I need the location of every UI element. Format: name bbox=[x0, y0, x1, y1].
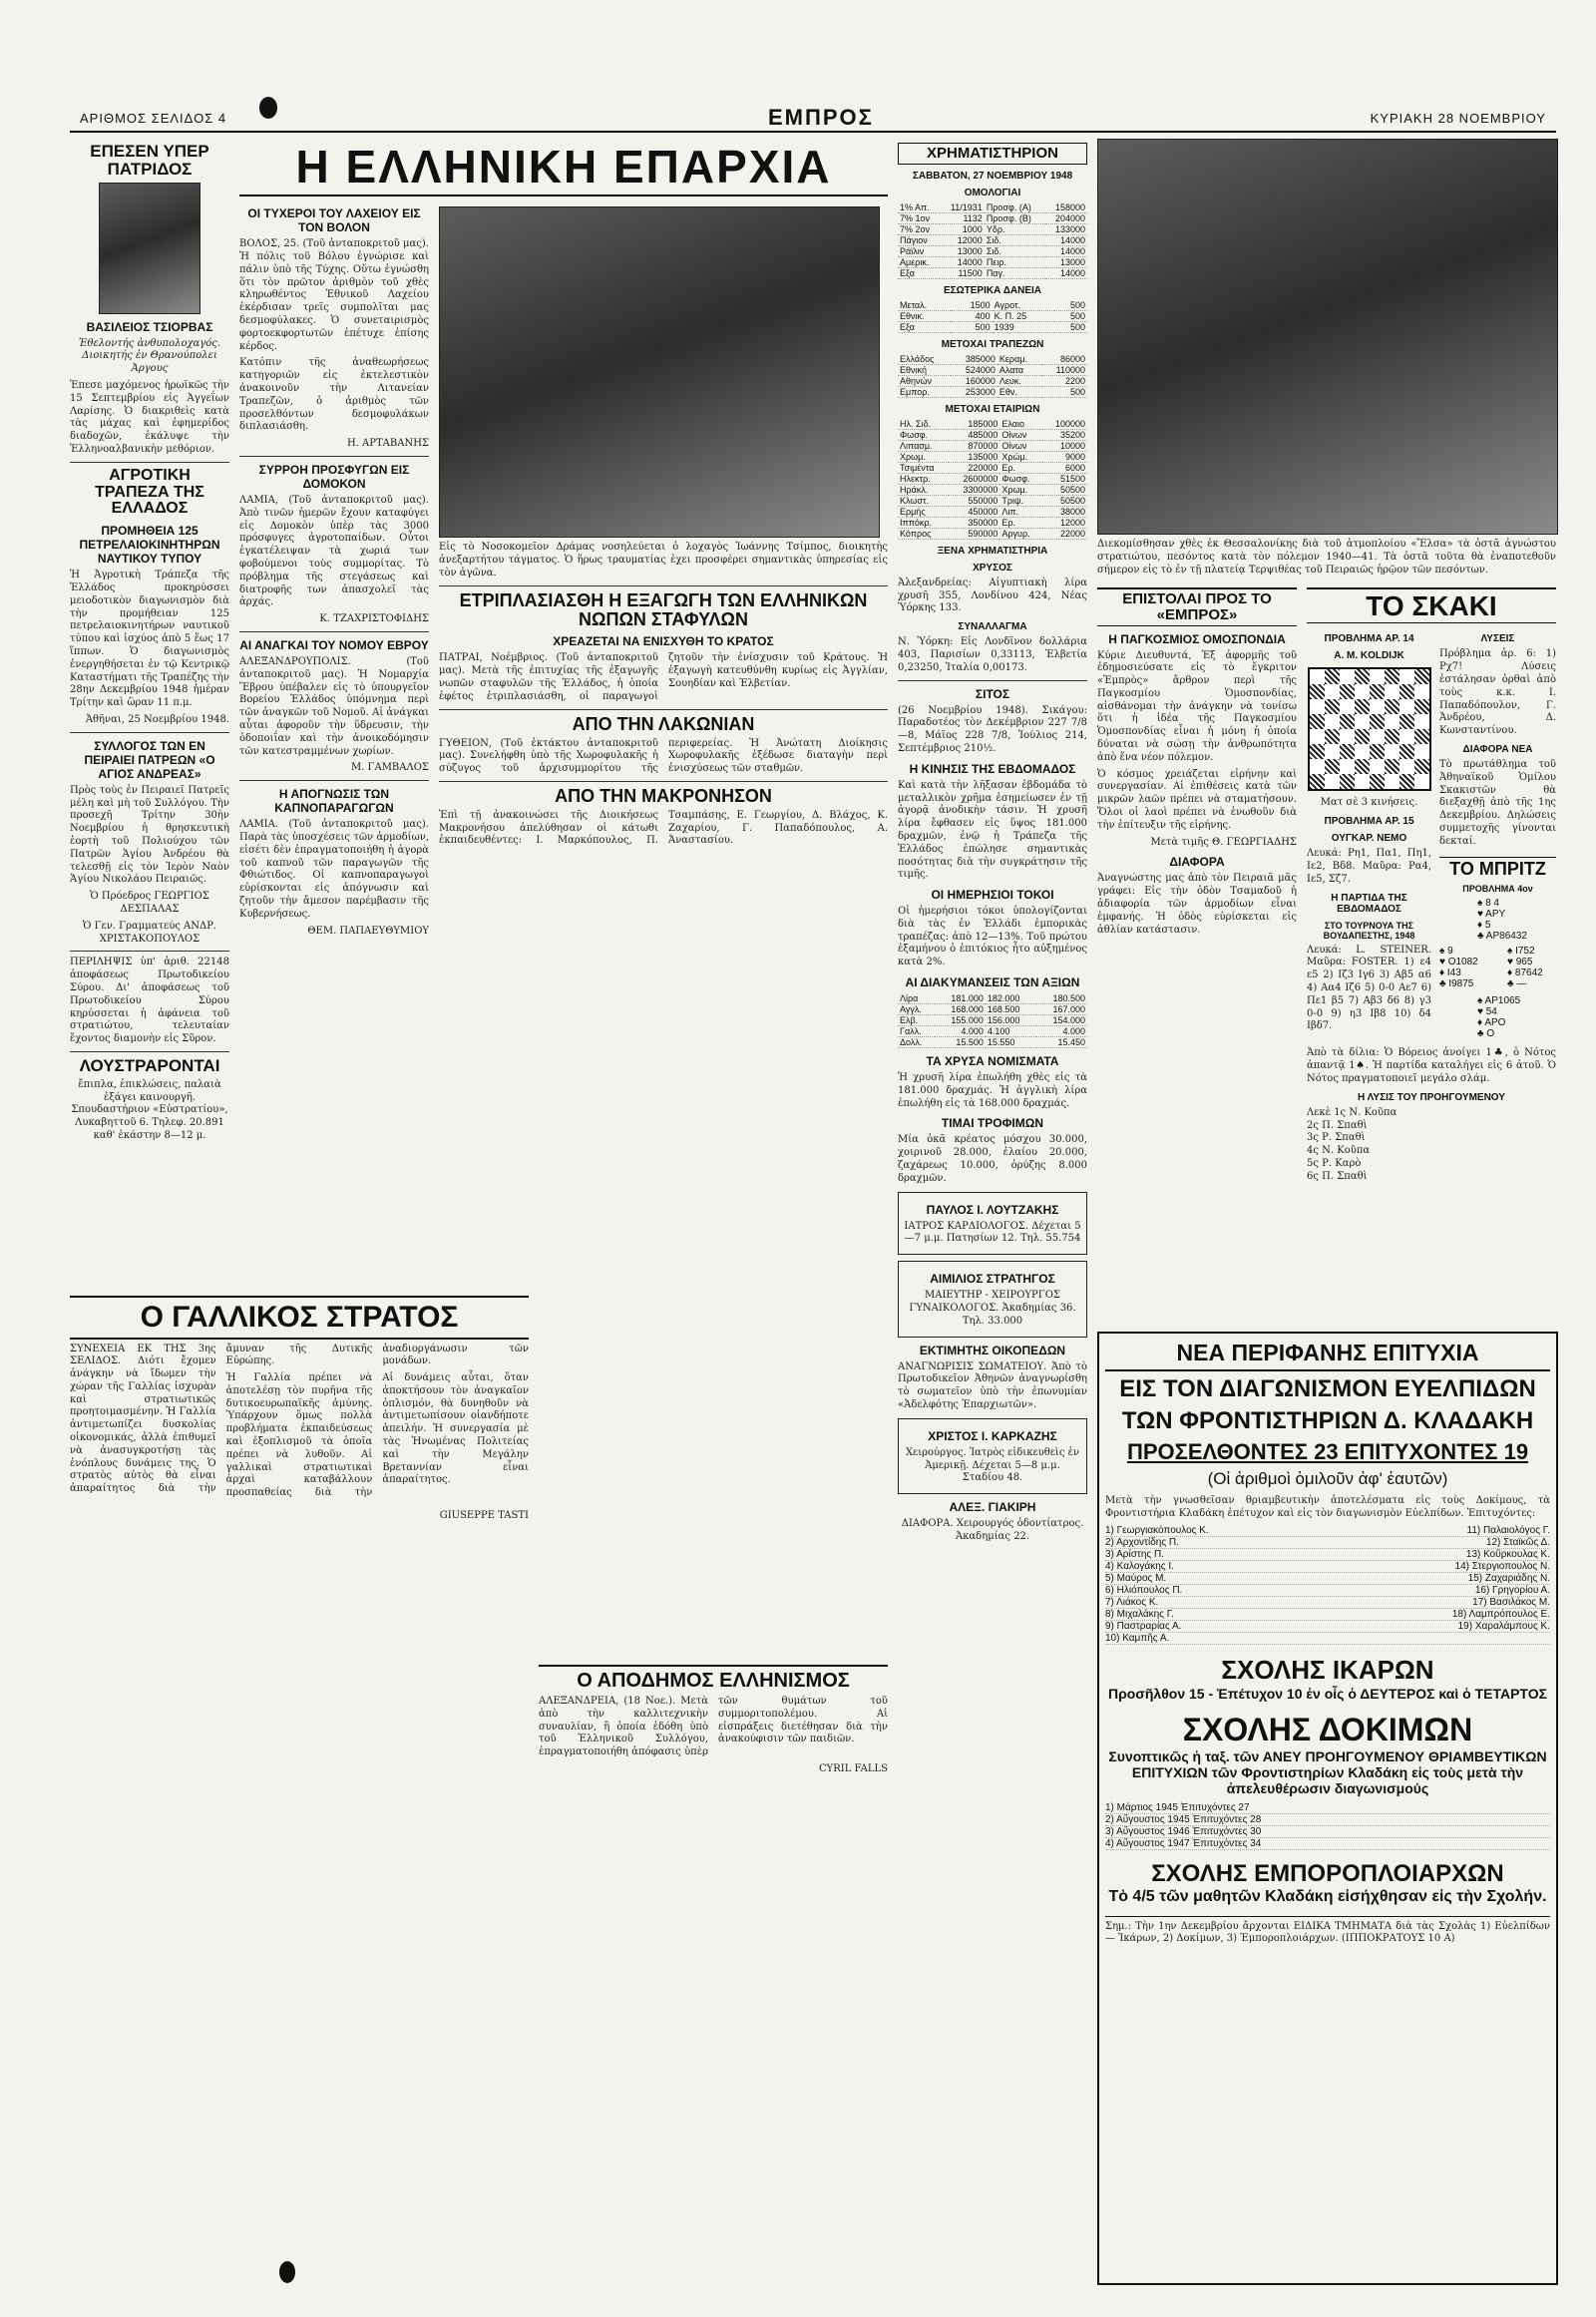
chess-problem-2-moves: Λευκά: Ρη1, Πα1, Πη1, Ιε2, Βδ8. Μαῦρα: Ρα4, Ιε5, Σζ7. bbox=[1307, 848, 1431, 885]
hospital-photo bbox=[439, 206, 880, 538]
chess-square bbox=[1370, 744, 1385, 759]
dentist-ad-name: ΑΛΕΞ. ΓΙΑΚΙΡΗ bbox=[949, 1500, 1036, 1515]
chess-square bbox=[1340, 669, 1355, 684]
misc-text: Ἀναγνώστης μας ἀπὸ τὸν Πειραιᾶ μᾶς γράφει: Εἰς τὴν ὁδὸν Τσαμαδοῦ ἡ ἀδιαφορία τῶν ἁρμοδίων εἶναι ἐμφανής. Ἡ ὁδὸς εὑρίσκεται εἰς ἀθλίαν κατάστασιν. bbox=[1097, 873, 1297, 936]
chess-square bbox=[1414, 669, 1429, 684]
column-2-province bbox=[239, 139, 888, 1286]
chess-board bbox=[1308, 667, 1431, 791]
candidate-row: 1) Γεωργιακόπουλος Κ. 11) Παλαιολόγος Γ. bbox=[1105, 1524, 1550, 1536]
masthead bbox=[70, 105, 1556, 133]
company-share-row: Κόπρος 590000 Αργυρ. 22000 bbox=[900, 528, 1085, 539]
chess-square bbox=[1370, 759, 1385, 774]
chess-solutions-head: ΛΥΣΕΙΣ bbox=[1480, 633, 1515, 645]
dokimon-text: Συνοπτικῶς ἡ ταξ. τῶν ΑΝΕΥ ΠΡΟΗΓΟΥΜΕΝΟΥ ΘΡΙΑΜΒΕΥΤΙΚΩΝ ΕΠΙΤΥΧΙΩΝ τῶν Φροντιστηρίων Κλαδάκη εἰς τοὺς μετὰ τὴν ἀπελευθέρωσιν διαγωνισμούς bbox=[1108, 1747, 1547, 1796]
chess-square bbox=[1399, 699, 1414, 714]
ikaron-line: Προσῆλθον 15 - Ἐπέτυχον 10 ἐν οἷς ὁ ΔΕΥΤΕΡΟΣ καὶ ὁ ΤΕΤΑΡΤΟΣ bbox=[1107, 1685, 1548, 1702]
chess-square bbox=[1355, 744, 1370, 759]
fallen-soldier-headline: ΕΠΕΣΕΝ ΥΠΕΡ ΠΑΤΡΙΔΟΣ bbox=[90, 142, 209, 179]
bridge-card-line: ♠ Ι752 bbox=[1507, 946, 1535, 958]
newspaper-title: ΕΜΠΡΟΣ bbox=[768, 105, 874, 130]
chess-square bbox=[1325, 744, 1340, 759]
chess-square bbox=[1414, 699, 1429, 714]
chess-square bbox=[1310, 774, 1325, 789]
bridge-title: ΤΟ ΜΠΡΙΤΖ bbox=[1439, 857, 1556, 879]
weekly-heading: Η ΚΙΝΗΣΙΣ ΤΗΣ ΕΒΔΟΜΑΔΟΣ bbox=[909, 761, 1076, 776]
bridge-solution-head: Η ΛΥΣΙΣ ΤΟΥ ΠΡΟΗΓΟΥΜΕΝΟΥ bbox=[1358, 1091, 1505, 1103]
company-share-row: Ερμής 450000 Λιπ. 38000 bbox=[900, 506, 1085, 517]
doctor-ad-3-name: ΧΡΙΣΤΟΣ Ι. ΚΑΡΚΑΖΗΣ bbox=[928, 1428, 1057, 1443]
stock-market-column bbox=[898, 139, 1087, 2283]
refugees-text: ΛΑΜΙΑ, (Τοῦ ἀνταποκριτοῦ μας). Ἀπὸ τινῶν ἡμερῶν ἔχουν καταφύγει εἰς Δομοκὸν ὑπὲρ τὰς 3000 πρόσφυγες ἀγροτοπαίδων. Οὗτοι ἐγκατέλειψαν τὰ χωριά των φοβούμενοι τοὺς συμμορίτας. Τὸ πρόβλημα τῆς στεγάσεως καὶ διατροφῆς των ἀπασχολεῖ τὰς ἀρχάς. bbox=[239, 495, 429, 608]
loan-row: Εθνικ. 400 Κ. Π. 25 500 bbox=[900, 310, 1085, 321]
bridge-solution-line: 6ς Π. Σπαθὶ bbox=[1307, 1170, 1368, 1182]
daily-interest-heading: ΟΙ ΗΜΕΡΗΣΙΟΙ ΤΟΚΟΙ bbox=[931, 888, 1054, 903]
letters-subhead: Η ΠΑΓΚΟΣΜΙΟΣ ΟΜΟΣΠΟΝΔΙΑ bbox=[1108, 631, 1286, 646]
chess-square bbox=[1325, 759, 1340, 774]
loan-row: Μεταλ. 1500 Αγροτ. 500 bbox=[900, 299, 1085, 310]
candidate-row: 8) Μιχαλάκης Γ. 18) Λαμπρόπουλος Ε. bbox=[1105, 1608, 1550, 1620]
rates-table bbox=[898, 993, 1087, 1048]
chess-square bbox=[1355, 684, 1370, 699]
bank-subhead: ΠΡΟΜΗΘΕΙΑ 125 ΠΕΤΡΕΛΑΙΟΚΙΝΗΤΗΡΩΝ ΝΑΥΤΙΚΟΥ ΤΥΠΟΥ bbox=[79, 524, 220, 567]
lottery-text-2: Κατόπιν τῆς ἀναθεωρήσεως κατηγοριῶν εἰς ἐκτελεστικὸν ἀνακοινοῦν τὴν Λιτανείαν Τραπεζῶν, ὁ ἀριθμὸς τῶν προσελθόντων δεσμοφυλάκων διπλασιάσθη. bbox=[239, 357, 429, 433]
bridge-card-line: ♥ ΑΡΥ bbox=[1477, 909, 1506, 921]
ad-line-5: (Οἱ ἀριθμοὶ ὁμιλοῦν ἀφ' ἑαυτῶν) bbox=[1207, 1469, 1448, 1488]
rate-row: Ελβ. 155.000 156.000 154.000 bbox=[900, 1015, 1085, 1026]
ikaron-head: ΣΧΟΛΗΣ ΙΚΑΡΩΝ bbox=[1221, 1654, 1434, 1685]
soldier-name: ΒΑΣΙΛΕΙΟΣ ΤΣΙΟΡΒΑΣ bbox=[86, 319, 213, 334]
chess-square bbox=[1385, 744, 1399, 759]
weekly-text: Καὶ κατὰ τὴν λῆξασαν ἑβδομάδα τὸ μεταλλικὸν χρῆμα ἐσημείωσεν ἐν τῇ ἀγορᾷ ἀνοδικὴν τάσιν. Ἡ χρυσῆ λίρα ἔφθασεν εἰς ὕψος 181.000 δραχμῶν, ἐνῷ ἡ Τράπεζα τῆς Ἑλλάδος ἐπώλησε σημαντικὰς ποσότητας διὰ τὴν συγκράτησιν τῆς τιμῆς. bbox=[898, 779, 1087, 881]
chess-square bbox=[1355, 699, 1370, 714]
chess-game-head: Η ΠΑΡΤΙΔΑ ΤΗΣ ΕΒΔΟΜΑΔΟΣ bbox=[1331, 892, 1407, 915]
bank-share-row: Εμπορ. 253000 Εθν. 500 bbox=[900, 386, 1085, 397]
gold-coins-text: Ἡ χρυσῆ λίρα ἐπωλήθη χθὲς εἰς τὰ 181.000 δραχμάς. Ἡ ἀγγλικὴ λίρα ἐπωλήθη εἰς τὰ 168.000 δραχμάς. bbox=[898, 1072, 1087, 1109]
dentist-ad-text: ΔΙΑΦΟΡΑ. Χειρουργός ὀδοντίατρος. Ἀκαδημίας 22. bbox=[901, 1518, 1084, 1543]
chess-square bbox=[1385, 714, 1399, 729]
ad-line-3: ΤΩΝ ΦΡΟΝΤΙΣΤΗΡΙΩΝ Δ. ΚΛΑΔΑΚΗ bbox=[1121, 1407, 1534, 1434]
upholstery-ad-text: ἔπιπλα, ἐπικλώσεις, παλαιὰ ἐξάγει καινουργῆ. Σπουδαστήριον «Εὐστρατίου», Λυκαβηττοῦ 6. Τηλεφ. 20.891 καθ' ἑκάστην 8—12 μ. bbox=[71, 1078, 228, 1141]
bridge-solution-line: 4ς Ν. Κοῦπα bbox=[1307, 1145, 1371, 1157]
letters-sign: Μετὰ τιμῆς Θ. ΓΕΩΡΓΙΑΔΗΣ bbox=[1150, 836, 1297, 848]
bridge-card-line: ♣ Ι9875 bbox=[1439, 978, 1474, 990]
chess-square bbox=[1370, 729, 1385, 744]
candidate-row: 6) Ηλιόπουλος Π. 16) Γρηγορίου Α. bbox=[1105, 1584, 1550, 1596]
company-share-row: Ηλεκτρ. 2600000 Φωσφ. 51500 bbox=[900, 473, 1085, 484]
association-text: Πρὸς τοὺς ἐν Πειραιεῖ Πατρεῖς μέλη καὶ μὴ τοῦ Συλλόγου. Τὴν προσεχῆ Τρίτην 30ὴν Νοεμβρίου ἡ θρησκευτικὴ ἑορτὴ τοῦ Πολιούχου τῶν Πατρῶν Ἁγίου Ἀνδρέου θὰ τελεσθῇ εἰς τὸν Ἱερὸν Ναὸν Ἁγίου Νικολάου Πειραιῶς. bbox=[70, 784, 229, 886]
bridge-diagram bbox=[1439, 898, 1556, 1047]
foreign-markets-heading: ΞΕΝΑ ΧΡΗΜΑΤΙΣΤΗΡΙΑ bbox=[937, 545, 1048, 557]
bond-row: 1% Απ. 11/1931 Προσφ. (Α) 158000 bbox=[900, 201, 1085, 212]
ink-blot-top bbox=[259, 97, 277, 119]
chess-square bbox=[1414, 729, 1429, 744]
column-1 bbox=[70, 139, 229, 1276]
bridge-card-line: ♦ ΑΡΟ bbox=[1477, 1017, 1506, 1029]
company-share-row: Ηλ. Σιδ. 185000 Ελαιο 100000 bbox=[900, 418, 1085, 429]
bridge-solution-line: 5ς Ρ. Καρὸ bbox=[1307, 1158, 1362, 1170]
bank-share-row: Αθηνών 160000 Λευκ. 2200 bbox=[900, 375, 1085, 386]
chess-square bbox=[1310, 729, 1325, 744]
doctor-ad-1 bbox=[898, 1192, 1087, 1256]
company-share-row: Χρωμ. 135000 Χρώμ. 9000 bbox=[900, 451, 1085, 462]
chess-square bbox=[1325, 699, 1340, 714]
ad-line-1: ΝΕΑ ΠΕΡΙΦΑΝΗΣ ΕΠΙΤΥΧΙΑ bbox=[1105, 1340, 1550, 1371]
doctor-ad-3 bbox=[898, 1418, 1087, 1494]
doctor-ad-1-name: ΠΑΥΛΟΣ Ι. ΛΟΥΤΖΑΚΗΣ bbox=[926, 1202, 1059, 1217]
chess-problem-number: ΠΡΟΒΛΗΜΑ ΑΡ. 14 bbox=[1324, 633, 1414, 645]
bank-headline: ΑΓΡΟΤΙΚΗ ΤΡΑΠΕΖΑ ΤΗΣ ΕΛΛΑΔΟΣ bbox=[95, 466, 204, 518]
chess-square bbox=[1414, 684, 1429, 699]
bonds-table bbox=[898, 202, 1087, 279]
chess-square bbox=[1340, 729, 1355, 744]
letters-text-1: Κύριε Διευθυντά, Ἐξ ἀφορμῆς τοῦ ἐδημοσιεύσατε εἰς τὸ ἔγκριτον «Ἐμπρὸς» ἄρθρον περὶ τῆς Παγκοσμίου Ὁμοσπονδίας, αἰσθάνομαι τὴν ἀνάγκην νὰ τονίσω ὅτι ἡ ἰδέα τῆς Παγκοσμίου Ὁμοσπονδίας εἶναι ἡ μόνη ἡ ὁποία δύναται νὰ σώσῃ τὴν ἀνθρωπότητα ἀπὸ ἕνα νέον πόλεμον. bbox=[1097, 649, 1297, 763]
dokimon-row: 3) Αὔγουστος 1946 Ἐπιτυχόντες 30 bbox=[1105, 1826, 1550, 1838]
dokimon-row: 4) Αὔγουστος 1947 Ἐπιτυχόντες 34 bbox=[1105, 1838, 1550, 1850]
chess-column bbox=[1307, 583, 1556, 1312]
bond-row: 7% 1ον 1132 Προσφ. (Β) 204000 bbox=[900, 212, 1085, 223]
bridge-card-line: ♠ ΑΡ1065 bbox=[1477, 995, 1521, 1007]
tobacco-text: ΛΑΜΙΑ. (Τοῦ ἀνταποκριτοῦ μας). Παρὰ τὰς ὑποσχέσεις τῶν ἁρμοδίων, εἰσέτι δὲν ἐπραγματοποιήθη ἡ ἀγορὰ τοῦ καπνοῦ τῶν παραγωγῶν τῆς Φθιώτιδος. Οἱ καπνοπαραγωγοὶ εὑρίσκονται εἰς ἀπόγνωσιν καὶ ζητοῦν τὴν ἄμεσον παρέμβασιν τῆς Κυβερνήσεως. bbox=[239, 819, 429, 920]
misc-heading: ΔΙΑΦΟΡΑ bbox=[1169, 855, 1225, 870]
chess-square bbox=[1385, 774, 1399, 789]
rate-row: Αγγλ. 168.000 168.500 167.000 bbox=[900, 1004, 1085, 1015]
ad-intro: Μετὰ τὴν γνωσθεῖσαν θριαμβευτικὴν ἀποτελέσματα εἰς τοὺς Δοκίμους, τὰ Φροντιστήρια Κλαδάκη ἐπέτυχον καὶ εἰς τὸν διαγωνισμὸν Εὐελπίδων. Ἐπιτυχόντες: bbox=[1105, 1495, 1550, 1519]
refugees-sign: Κ. ΤΖΑΧΡΙΣΤΟΦΙΔΗΣ bbox=[319, 613, 429, 625]
gold-heading: ΧΡΥΣΟΣ bbox=[973, 562, 1012, 574]
doctor-ad-2-text: ΜΑΙΕΥΤΗΡ - ΧΕΙΡΟΥΡΓΟΣ ΓΥΝΑΙΚΟΛΟΓΟΣ. Ἀκαδημίας 36. Τηλ. 33.000 bbox=[909, 1290, 1076, 1327]
rate-row: Λίρα 181.000 182.000 180.500 bbox=[900, 993, 1085, 1004]
loan-row: Εξα 500 1939 500 bbox=[900, 321, 1085, 332]
fx-heading: ΣΥΝΑΛΛΑΓΜΑ bbox=[958, 621, 1027, 633]
kladakis-ad bbox=[1097, 1332, 1558, 2285]
bridge-solution-line: Λεκὲ 1ς Ν. Κοῦπα bbox=[1307, 1106, 1397, 1118]
wheat-heading: ΣΙΤΟΣ bbox=[975, 686, 1010, 701]
bank-text: Ἡ Ἀγροτικὴ Τράπεζα τῆς Ἑλλάδος προκηρύσσει μειοδοτικὸν διαγωνισμὸν διὰ τὴν προμήθειαν 125 πετρελαιοκινητήρων ναυτικοῦ τύπου καὶ ἰσχύος ἀπὸ 5 ἕως 17 ἵππων. Ὁ διαγωνισμὸς ἐνεργηθήσεται ἐν τῷ Κεντρικῷ Καταστήματι τῆς Τραπέζης τὴν 28ην Δεκεμβρίου 1948 ἡμέραν Τρίτην καὶ ὥραν 11 π.μ. bbox=[70, 570, 229, 709]
newspaper-page bbox=[70, 105, 1556, 2289]
tobacco-sign: ΘΕΜ. ΠΑΠΑΕΥΘΥΜΙΟΥ bbox=[307, 925, 429, 937]
successful-candidates-list bbox=[1105, 1525, 1550, 1645]
hospital-photo-caption: Εἰς τὸ Νοσοκομεῖον Δράμας νοσηλεύεται ὁ λοχαγὸς Ἰωάννης Τσίμπος, διοικητὴς ἀνεξαρτήτου τάγματος. Ὁ ἥρως τραυματίας ἐχει προσφέρει σημαντικὰς ὑπηρεσίας εἰς τὸν ἀγῶνα. bbox=[439, 542, 888, 579]
court-notice: ΠΕΡΙΛΗΨΙΣ ὑπ' ἀριθ. 22148 ἀποφάσεως Πρωτοδικείου Σύρου. Δι' ἀποφάσεως τοῦ Πρωτοδικείου Σύρου κηρύσσεται ἡ ἀφάνεια τοῦ στρατιώτου, τελευταίαν ἔχοντος διαμονὴν εἰς Σῦρον. bbox=[70, 957, 229, 1045]
dokimon-head: ΣΧΟΛΗΣ ΔΟΚΙΜΩΝ bbox=[1182, 1711, 1473, 1747]
market-date: ΣΑΒΒΑΤΟΝ, 27 ΝΟΕΜΒΡΙΟΥ 1948 bbox=[912, 170, 1073, 182]
chess-square bbox=[1355, 759, 1370, 774]
bank-share-row: Εθνική 524000 Αλατα 110000 bbox=[900, 364, 1085, 375]
chess-square bbox=[1385, 699, 1399, 714]
letters-headline: ΕΠΙΣΤΟΛΑΙ ΠΡΟΣ ΤΟ «ΕΜΠΡΟΣ» bbox=[1097, 587, 1297, 626]
bridge-north-hand bbox=[1477, 898, 1527, 942]
chess-news-head: ΔΙΑΦΟΡΑ ΝΕΑ bbox=[1462, 743, 1533, 755]
chess-square bbox=[1310, 744, 1325, 759]
bridge-card-line: ♣ Ο bbox=[1477, 1028, 1495, 1040]
evros-sign: Μ. ΓΑΜΒΑΛΟΣ bbox=[350, 762, 429, 774]
bonds-heading: ΟΜΟΛΟΓΙΑΙ bbox=[964, 187, 1021, 198]
chess-square bbox=[1310, 669, 1325, 684]
grapes-headline: ΕΤΡΙΠΛΑΣΙΑΣΘΗ Η ΕΞΑΓΩΓΗ ΤΩΝ ΕΛΛΗΝΙΚΩΝ ΝΩΠΩΝ ΣΤΑΦΥΛΩΝ bbox=[459, 589, 868, 629]
soldier-text: Ἐπεσε μαχόμενος ἡρωϊκῶς τὴν 15 Σεπτεμβρίου εἰς Ἀγγεΐων Λαρίσης. Ὁ διακριθεὶς κατὰ τὰς μάχας καὶ ἐφημερίδος διαδοχῶν, ἐκάλυψε τὴν Ἑλληνοαλβανικὴν μεθόριον. bbox=[70, 380, 229, 456]
diaspora-article bbox=[539, 1661, 888, 2279]
bridge-solution-line: 3ς Ρ. Σπαθὶ bbox=[1307, 1132, 1366, 1144]
wheat-text: (26 Νοεμβρίου 1948). Σικάγου: Παραδοτέος τὸν Δεκέμβριον 227 7/8—8, Μάϊος 228 7/8, Ἰούλιος 214, Σεπτέμβριος 210½. bbox=[898, 704, 1087, 754]
chess-square bbox=[1340, 714, 1355, 729]
bridge-card-line: ♦ Ι43 bbox=[1439, 967, 1461, 979]
chess-square bbox=[1385, 684, 1399, 699]
tobacco-head: Η ΑΠΟΓΝΩΣΙΣ ΤΩΝ ΚΑΠΝΟΠΑΡΑΓΩΓΩΝ bbox=[274, 787, 394, 816]
bridge-text: Ἀπὸ τὰ δίλια: Ὁ Βόρειος ἀνοίγει 1♣, ὁ Νότος ἀπαντᾷ 1♠. Ἡ παρτίδα καταλήγει εἰς 6 ἀτοῦ. Ὁ Νότος πραγματοποιεῖ μεγάλο σλάμ. bbox=[1307, 1047, 1556, 1085]
bridge-south-hand bbox=[1477, 995, 1520, 1039]
soldier-rank: Ἐθελοντής ἀνθυπολοχαγός. Διοικητής ἐν Θρανούπολει Ἀργους bbox=[78, 337, 221, 375]
company-share-row: Ιππόκρ. 350000 Ερ. 12000 bbox=[900, 517, 1085, 528]
chess-square bbox=[1310, 759, 1325, 774]
chess-square bbox=[1325, 714, 1340, 729]
chess-square bbox=[1385, 759, 1399, 774]
page-number-label: ΑΡΙΘΜΟΣ ΣΕΛΙΔΟΣ 4 bbox=[80, 111, 227, 126]
ad-line-4: ΠΡΟΣΕΛΘΟΝΤΕΣ 23 ΕΠΙΤΥΧΟΝΤΕΣ 19 bbox=[1126, 1439, 1529, 1464]
doctor-ad-2-name: ΑΙΜΙΛΙΟΣ ΣΤΡΑΤΗΓΟΣ bbox=[930, 1272, 1055, 1287]
chess-square bbox=[1414, 744, 1429, 759]
chess-square bbox=[1355, 669, 1370, 684]
french-army-author: GIUSEPPE TASTI bbox=[439, 1510, 529, 1522]
chess-square bbox=[1414, 759, 1429, 774]
internal-loans-table bbox=[898, 300, 1087, 333]
daily-interest-text: Οἱ ἡμερήσιοι τόκοι ὑπολογίζονται διὰ τὰς ἐν Ἑλλάδι ἐμπορικὰς τραπέζας: ἀπὸ 12—13%. Τοῦ πρώτου ἐξαμήνου ὁ ἐπιτόκιος ἦτο αὐξημένος κατὰ 2%. bbox=[898, 906, 1087, 968]
company-shares-table bbox=[898, 419, 1087, 540]
doctor-ad-2 bbox=[898, 1261, 1087, 1337]
bridge-solution bbox=[1307, 1107, 1556, 1184]
soldier-remains-caption: Διεκομίσθησαν χθὲς ἐκ Θεσσαλονίκης διὰ τοῦ ἀτμοπλοίου «Ἔλσα» τὰ ὀστᾶ ἀγνώστου στρατιώτου, πεσόντος κατὰ τὸν πόλεμον 1940—41. Τὰ ὀστᾶ τοῦτα θὰ ἐναποτεθοῦν σήμερον εἰς τὸ ἐν τῇ πλατείᾳ Τερψιθέας τοῦ Πειραιῶς ἡρῷον τῶν πεσόντων. bbox=[1097, 539, 1556, 576]
ink-blot-bottom bbox=[279, 2261, 295, 2283]
french-army-text-1: ΣΥΝΕΧΕΙΑ ΕΚ ΤΗΣ 3ης ΣΕΛΙΔΟΣ. Διότι ἔχομεν ἀνάγκην νὰ ἴδωμεν τὴν χώραν τῆς Γαλλίας ἰσχυρὰν καὶ στρατιωτικῶς προητοιμασμένην. Ἡ Γαλλία ἀντιμετωπίζει δυσκολίας οἰκονομικάς, ἀλλὰ ἐπιθυμεῖ νὰ ἀνασυγκροτήσῃ τὰς ἐνόπλους δυνάμεις της. Ὁ στρατὸς αὐτὸς θὰ εἶναι ἀπαραίτητος διὰ τὴν ἄμυναν τῆς Δυτικῆς Εὐρώπης. bbox=[70, 1343, 373, 1495]
chess-square bbox=[1340, 744, 1355, 759]
food-prices-heading: ΤΙΜΑΙ ΤΡΟΦΙΜΩΝ bbox=[941, 1116, 1044, 1131]
lottery-head: ΟΙ ΤΥΧΕΡΟΙ ΤΟΥ ΛΑΧΕΙΟΥ ΕΙΣ ΤΟΝ ΒΟΛΟΝ bbox=[247, 206, 421, 235]
association-sign-2: Ὁ Γεν. Γραμματεύς ΑΝΔΡ. ΧΡΙΣΤΑΚΟΠΟΥΛΟΣ bbox=[82, 920, 217, 945]
chess-problem-2-number: ΠΡΟΒΛΗΜΑ ΑΡ. 15 bbox=[1324, 816, 1414, 828]
chess-square bbox=[1340, 774, 1355, 789]
gold-coins-heading: ΤΑ ΧΡΥΣΑ ΝΟΜΙΣΜΑΤΑ bbox=[926, 1054, 1059, 1069]
candidate-row: 5) Μαύρος Μ. 15) Ζαχαριάδης Ν. bbox=[1105, 1572, 1550, 1584]
candidate-row: 10) Καμπῆς Α. bbox=[1105, 1633, 1550, 1645]
french-army-article bbox=[70, 1292, 529, 2279]
bridge-card-line: ♦ 5 bbox=[1477, 920, 1491, 932]
french-army-text-3: Αἱ δυνάμεις αὗται, ὅταν ἀποκτήσουν τὸν ἀναγκαῖον ὁπλισμόν, θὰ δυνηθοῦν νὰ ἀντιμετωπίσουν οἱανδήποτε ἀπειλήν. Ἡ συνεργασία μὲ τὰς Ἡνωμένας Πολιτείας καὶ τὴν Μεγάλην Βρεταννίαν εἶναι ἀπαραίτητος. bbox=[382, 1372, 529, 1486]
chess-square bbox=[1385, 729, 1399, 744]
chess-square bbox=[1399, 759, 1414, 774]
french-army-headline: Ο ΓΑΛΛΙΚΟΣ ΣΤΡΑΤΟΣ bbox=[70, 1296, 529, 1340]
rate-row: Δολλ. 15.500 15.550 15.450 bbox=[900, 1037, 1085, 1048]
fluctuations-heading: ΑΙ ΔΙΑΚΥΜΑΝΣΕΙΣ ΤΩΝ ΑΞΙΩΝ bbox=[905, 975, 1080, 990]
chess-square bbox=[1310, 684, 1325, 699]
chess-square bbox=[1310, 714, 1325, 729]
bond-row: 7% 2ον 1000 Υδρ. 133000 bbox=[900, 223, 1085, 234]
bridge-card-line: ♦ 87642 bbox=[1507, 967, 1543, 979]
chess-game-text: Λευκά: L. STEINER. Μαῦρα: FOSTER. 1) ε4 ε5 2) Ιζ3 Ιγ6 3) Αβ5 α6 4) Αα4 Ιζ6 5) 0-0 Αε7 6) Πε1 β5 7) Αβ3 δ6 8) γ3 0-0 9) η3 Ιβ8 10) δ4 Ιβδ7. bbox=[1307, 944, 1431, 1032]
lottery-sign: Η. ΑΡΤΑΒΑΝΗΣ bbox=[346, 438, 429, 450]
chess-square bbox=[1370, 684, 1385, 699]
diaspora-headline: Ο ΑΠΟΔΗΜΟΣ ΕΛΛΗΝΙΣΜΟΣ bbox=[539, 1665, 888, 1692]
rate-row: Γαλλ. 4.000 4.100 4.000 bbox=[900, 1026, 1085, 1037]
ad-footer: Σημ.: Τὴν 1ην Δεκεμβρίου ἄρχονται ΕΙΔΙΚΑ ΤΜΗΜΑΤΑ διὰ τὰς Σχολὰς 1) Εὐελπίδων — Ἰκάρων, 2) Δοκίμων, 3) Ἐμποροπλοιάρχων. (ΙΠΠΟΚΡΑΤΟΥΣ 10 Α) bbox=[1105, 1916, 1550, 1947]
bridge-west-hand bbox=[1439, 946, 1478, 989]
association-ad-heading: ΕΚΤΙΜΗΤΗΣ ΟΙΚΟΠΕΔΩΝ bbox=[919, 1343, 1066, 1357]
bridge-card-line: ♥ 965 bbox=[1507, 957, 1533, 968]
french-army-text-2: Ἡ Γαλλία πρέπει νὰ ἀποτελέσῃ τὸν πυρῆνα τῆς δυτικοευρωπαϊκῆς ἀμύνης. Ὑπάρχουν ὅμως πολλὰ προβλήματα ἐκπαιδεύσεως καὶ ἐξοπλισμοῦ τὰ ὁποῖα πρέπει νὰ λυθοῦν. Αἱ γαλλικαὶ στρατιωτικαὶ ἀρχαὶ καταβάλλουν προσπαθείας διὰ τὴν ἀναδιοργάνωσιν τῶν μονάδων. bbox=[225, 1343, 529, 1499]
chess-square bbox=[1399, 714, 1414, 729]
association-ad-text: ΑΝΑΓΝΩΡΙΣΙΣ ΣΩΜΑΤΕΙΟΥ. Ἀπὸ τὸ Πρωτοδικεῖον Ἀθηνῶν ἀναγνωρίσθη τὸ σωματεῖον ὑπὸ τὴν ἐπωνυμίαν «Ἀδελφότης Ἐπαρχιωτῶν». bbox=[898, 1360, 1087, 1411]
bridge-card-line: ♠ 8 4 bbox=[1477, 898, 1499, 910]
chess-square bbox=[1399, 774, 1414, 789]
dokimon-row: 2) Αὔγουστος 1945 Ἐπιτυχόντες 28 bbox=[1105, 1814, 1550, 1826]
chess-title: ΤΟ ΣΚΑΚΙ bbox=[1307, 587, 1556, 623]
evros-text: ΑΛΕΞΑΝΔΡΟΥΠΟΛΙΣ. (Τοῦ ἀνταποκριτοῦ μας). Ἡ Νομαρχία Ἕβρου ὑπέβαλεν εἰς τὸ ὑπουργεῖον Βορείου Ἑλλάδος ὑπόμνημα περὶ τῶν ἀναγκῶν τοῦ Νομοῦ. Αἱ ἀνάγκαι αὗται ἀφοροῦν τὴν ὕδρευσιν, τὴν ὁδοποιΐαν καὶ τὴν ἀνοικοδόμησιν τῶν κατεστραμμένων χωρίων. bbox=[239, 656, 429, 757]
chess-square bbox=[1325, 669, 1340, 684]
soldier-remains-photo bbox=[1097, 139, 1558, 535]
bank-date: Ἀθῆναι, 25 Νοεμβρίου 1948. bbox=[85, 714, 229, 726]
emporoploiarchon-head: ΣΧΟΛΗΣ ΕΜΠΟΡΟΠΛΟΙΑΡΧΩΝ bbox=[1151, 1859, 1504, 1887]
gold-text: Ἀλεξανδρείας: Αἰγυπτιακὴ λίρα χρυσῆ 355, Λονδίνου 424, Νέας Ὑόρκης 133. bbox=[898, 577, 1087, 614]
internal-loans-heading: ΕΣΩΤΕΡΙΚΑ ΔΑΝΕΙΑ bbox=[943, 284, 1042, 296]
chess-square bbox=[1310, 699, 1325, 714]
company-share-row: Ηράκλ. 3300000 Χρωμ. 50500 bbox=[900, 484, 1085, 495]
chess-square bbox=[1355, 729, 1370, 744]
fx-text: Ν. Ὑόρκη: Εἰς Λονδῖνον δολλάρια 403, Παρισίων 0,33113, Ἑλβετία 0,23250, Ἰταλία 0,00173. bbox=[898, 636, 1087, 673]
ad-line-2: ΕΙΣ ΤΟΝ ΔΙΑΓΩΝΙΣΜΟΝ ΕΥΕΛΠΙΔΩΝ bbox=[1119, 1375, 1536, 1402]
company-shares-heading: ΜΕΤΟΧΑΙ ΕΤΑΙΡΙΩΝ bbox=[945, 403, 1040, 415]
company-share-row: Κλωστ. 550000 Τριψ. 50500 bbox=[900, 495, 1085, 506]
bridge-card-line: ♣ ΑΡ86432 bbox=[1477, 931, 1527, 943]
chess-square bbox=[1414, 714, 1429, 729]
evros-head: ΑΙ ΑΝΑΓΚΑΙ ΤΟΥ ΝΟΜΟΥ ΕΒΡΟΥ bbox=[239, 638, 429, 653]
laconia-text: ΓΥΘΕΙΟΝ, (Τοῦ ἐκτάκτου ἀνταποκριτοῦ μας). Συνελήφθη ὑπὸ τῆς Χωροφυλακῆς ἡ σύζυγος τοῦ ἀρχισυμμορίτου τῆς περιφερείας. Ἡ Ἀνώτατη Διοίκησις Χωροφυλακῆς ἐξέδωσε διαταγὴν περὶ ἐνισχύσεως τῶν σταθμῶν. bbox=[439, 737, 888, 775]
doctor-ad-3-text: Χειρούργος. Ἰατρὸς εἰδικευθεὶς ἐν Ἀμερικῇ. Δέχεται 5—8 μ.μ. Σταδίου 48. bbox=[905, 1446, 1080, 1484]
chess-square bbox=[1385, 669, 1399, 684]
chess-square bbox=[1370, 774, 1385, 789]
food-prices-text: Μία ὀκᾶ κρέατος μόσχου 30.000, χοιρινοῦ 28.000, ἐλαίου 20.000, ζαχάρεως 10.000, ὀρύζης 8.000 δραχμῶν. bbox=[898, 1134, 1087, 1184]
bridge-problem: ΠΡΟΒΛΗΜΑ 4ον bbox=[1462, 884, 1533, 895]
bridge-solution-line: 2ς Π. Σπαθὶ bbox=[1307, 1119, 1368, 1131]
grapes-text: ΠΑΤΡΑΙ, Νοέμβριος. (Τοῦ ἀνταποκριτοῦ μας). Μετὰ τῆς ἐπιτυχίας τῆς ἐξαγωγῆς νωπῶν σταφυλῶν τῆς Ἑλλάδος, ἡ ὁποία ἐφέτος ἐτριπλασιάσθη, οἱ παραγωγοὶ ζητοῦν τὴν ἐνίσχυσιν τοῦ Κράτους. Ἡ ἐξαγωγὴ κατευθύνθη κυρίως εἰς Ἀγγλίαν, Σουηδίαν καὶ Ἑλβετίαν. bbox=[439, 652, 888, 702]
bond-row: Αμερικ. 14000 Πειρ. 13000 bbox=[900, 256, 1085, 267]
candidate-row: 2) Αρχοντίδης Π. 12) Σταϊκῶς Δ. bbox=[1105, 1536, 1550, 1548]
province-banner: Η ΕΛΛΗΝΙΚΗ ΕΠΑΡΧΙΑ bbox=[239, 143, 888, 196]
chess-solutions-text: Πρόβλημα ἀρ. 6: 1) Ρχ7! Λύσεις ἐστάλησαν ὀρθαὶ ἀπὸ τοὺς κ.κ. Ι. Παπαδόπουλον, Γ. Ἀνδρέου, Δ. Κωνσταντίνου. bbox=[1439, 648, 1556, 737]
bridge-card-line: ♠ 9 bbox=[1439, 946, 1453, 958]
company-share-row: Φωσφ. 485000 Οίνων 35200 bbox=[900, 429, 1085, 440]
bank-shares-heading: ΜΕΤΟΧΑΙ ΤΡΑΠΕΖΩΝ bbox=[941, 338, 1044, 350]
lottery-text: ΒΟΛΟΣ, 25. (Τοῦ ἀνταποκριτοῦ μας). Ἡ πόλις τοῦ Βόλου ἐγνώρισε καὶ πάλιν ὑπὸ τῆς Τύχης. Οὕτω ἐγνώσθη ὅτι τὸν πρῶτον ἀριθμὸν τοῦ χθὲς κληρωθέντος Ἐθνικοῦ Λαχείου ἐκέρδισαν τρεῖς συμπολῖται μας δεσμοφύλακες. Ὁ συνεταιρισμὸς φορτοεκφορτωτῶν ἐπέτυχε ἐπίσης κέρδος. bbox=[239, 238, 429, 352]
bridge-card-line: ♥ Ο1082 bbox=[1439, 957, 1478, 968]
refugees-head: ΣΥΡΡΟΗ ΠΡΟΣΦΥΓΩΝ ΕΙΣ ΔΟΜΟΚΟΝ bbox=[258, 463, 410, 492]
bond-row: Πάγιον 12000 Σιδ. 14000 bbox=[900, 234, 1085, 245]
company-share-row: Λιπασμ. 870000 Οίνων 10000 bbox=[900, 440, 1085, 451]
chess-square bbox=[1370, 699, 1385, 714]
association-sign-1: Ὁ Πρόεδρος ΓΕΩΡΓΙΟΣ ΔΕΣΠΑΛΑΣ bbox=[90, 891, 209, 915]
chess-square bbox=[1325, 684, 1340, 699]
chess-square bbox=[1340, 699, 1355, 714]
bond-row: Ράϊλιν 13000 Σιδ. 14000 bbox=[900, 245, 1085, 256]
chess-square bbox=[1414, 774, 1429, 789]
chess-square bbox=[1399, 744, 1414, 759]
chess-news-text: Τὸ πρωτάθλημα τοῦ Ἀθηναϊκοῦ Ὁμίλου Σκακιστῶν θὰ διεξαχθῇ ἀπὸ τῆς 1ης Δεκεμβρίου. Δηλώσεις συμμετοχῆς γίνονται δεκταί. bbox=[1439, 758, 1556, 847]
makronisos-text: Ἐπὶ τῇ ἀνακοινώσει τῆς Διοικήσεως Μακρονήσου ἀπελύθησαν οἱ κάτωθι ἐκπαιδευθέντες: Ι. Μαρκόπουλος, Π. Τσαμπάσης, Ε. Γεωργίου, Δ. Βλάχος, Κ. Ζαχαρίου, Γ. Παπαδόπουλος, Α. Ἀναστασίου. bbox=[439, 809, 888, 847]
chess-square bbox=[1399, 684, 1414, 699]
grapes-subhead: ΧΡΕΑΖΕΤΑΙ ΝΑ ΕΝΙΣΧΥΘΗ ΤΟ ΚΡΑΤΟΣ bbox=[553, 634, 774, 649]
chess-square bbox=[1399, 669, 1414, 684]
market-title: ΧΡΗΜΑΤΙΣΤΗΡΙΟΝ bbox=[898, 143, 1087, 165]
candidate-row: 3) Αρίστης Π. 13) Κοῦρκουλας Κ. bbox=[1105, 1548, 1550, 1560]
chess-square bbox=[1340, 759, 1355, 774]
doctor-ad-1-text: ΙΑΤΡΟΣ ΚΑΡΔΙΟΛΟΓΟΣ. Δέχεται 5—7 μ.μ. Πατησίων 12. Τηλ. 55.754 bbox=[904, 1220, 1081, 1245]
bank-share-row: Ελλάδος 385000 Κεραμ. 86000 bbox=[900, 353, 1085, 364]
chess-problem-author: Α. Μ. KOLDIJK bbox=[1334, 650, 1404, 662]
diaspora-author: CYRIL FALLS bbox=[819, 1762, 888, 1774]
association-head: ΣΥΛΛΟΓΟΣ ΤΩΝ ΕΝ ΠΕΙΡΑΙΕΙ ΠΑΤΡΕΩΝ «Ο ΑΓΙΟΣ ΑΝΔΡΕΑΣ» bbox=[84, 738, 215, 781]
letters-text-2: Ὁ κόσμος χρειάζεται εἰρήνην καὶ συνεργασίαν. Αἱ ἐπιθέσεις κατὰ τῶν μικρῶν λαῶν πρέπει νὰ σταματήσουν. Ὅλοι οἱ λαοὶ πρέπει νὰ ἑνωθοῦν διὰ τὴν ἐπίτευξιν τῆς εἰρήνης. bbox=[1097, 768, 1297, 831]
issue-date: ΚΥΡΙΑΚΗ 28 ΝΟΕΜΒΡΙΟΥ bbox=[1370, 111, 1546, 126]
chess-square bbox=[1370, 669, 1385, 684]
candidate-row: 9) Παστραρίας Α. 19) Χαραλάμπους Κ. bbox=[1105, 1620, 1550, 1632]
bridge-card-line: ♥ 54 bbox=[1477, 1006, 1497, 1018]
bank-shares-table bbox=[898, 354, 1087, 398]
bridge-east-hand bbox=[1507, 946, 1543, 989]
emporoploiarchon-line: Τὸ 4/5 τῶν μαθητῶν Κλαδάκη εἰσήχθησαν εἰς τὴν Σχολήν. bbox=[1108, 1887, 1547, 1905]
makronisos-headline: ΑΠΟ ΤΗΝ ΜΑΚΡΟΝΗΣΟΝ bbox=[555, 785, 772, 806]
dokimon-list bbox=[1105, 1802, 1550, 1850]
candidate-row: 7) Λιάκος Κ. 17) Βασιλάκος Μ. bbox=[1105, 1596, 1550, 1608]
chess-problem-caption: Ματ σὲ 3 κινήσεις. bbox=[1320, 797, 1418, 809]
dokimon-row: 1) Μάρτιος 1945 Ἐπιτυχόντες 27 bbox=[1105, 1802, 1550, 1814]
soldier-portrait bbox=[99, 183, 200, 314]
chess-square bbox=[1325, 729, 1340, 744]
bridge-card-line: ♣ — bbox=[1507, 978, 1527, 990]
company-share-row: Τσιμέντα 220000 Ερ. 6000 bbox=[900, 462, 1085, 473]
upholstery-ad-head: ΛΟΥΣΤΡΑΡΟΝΤΑΙ bbox=[79, 1055, 220, 1075]
chess-square bbox=[1325, 774, 1340, 789]
laconia-headline: ΑΠΟ ΤΗΝ ΛΑΚΩΝΙΑΝ bbox=[572, 713, 755, 734]
chess-square bbox=[1355, 714, 1370, 729]
diaspora-text: ΑΛΕΞΑΝΔΡΕΙΑ, (18 Νοε.). Μετὰ ἀπὸ τὴν καλλιτεχνικὴν συναυλίαν, ἣ ὁποία ἐδόθη ὑπὸ τοῦ Ἑλληνικοῦ Συλλόγου, ἐπραγματοποιήθη ἀπόφασις ὑπὲρ τῶν θυμάτων τοῦ συμμοριτοπολέμου. Αἱ εἰσπράξεις διετέθησαν διὰ τὴν ἀνακούφισιν τῶν παιδιῶν. bbox=[539, 1696, 888, 1758]
bond-row: Εξα 11500 Παγ. 14000 bbox=[900, 267, 1085, 278]
letters-column bbox=[1097, 583, 1297, 1312]
chess-problem-2-author: ΟΥΓΚΑΡ. ΝΕΜΟ bbox=[1331, 833, 1407, 845]
chess-square bbox=[1399, 729, 1414, 744]
candidate-row: 4) Καλογάκης Ι. 14) Στεργιοπουλος Ν. bbox=[1105, 1560, 1550, 1572]
chess-square bbox=[1340, 684, 1355, 699]
chess-square bbox=[1355, 774, 1370, 789]
chess-square bbox=[1370, 714, 1385, 729]
chess-game-sub: ΣΤΟ ΤΟΥΡΝΟΥΑ ΤΗΣ ΒΟΥΔΑΠΕΣΤΗΣ, 1948 bbox=[1323, 920, 1415, 941]
